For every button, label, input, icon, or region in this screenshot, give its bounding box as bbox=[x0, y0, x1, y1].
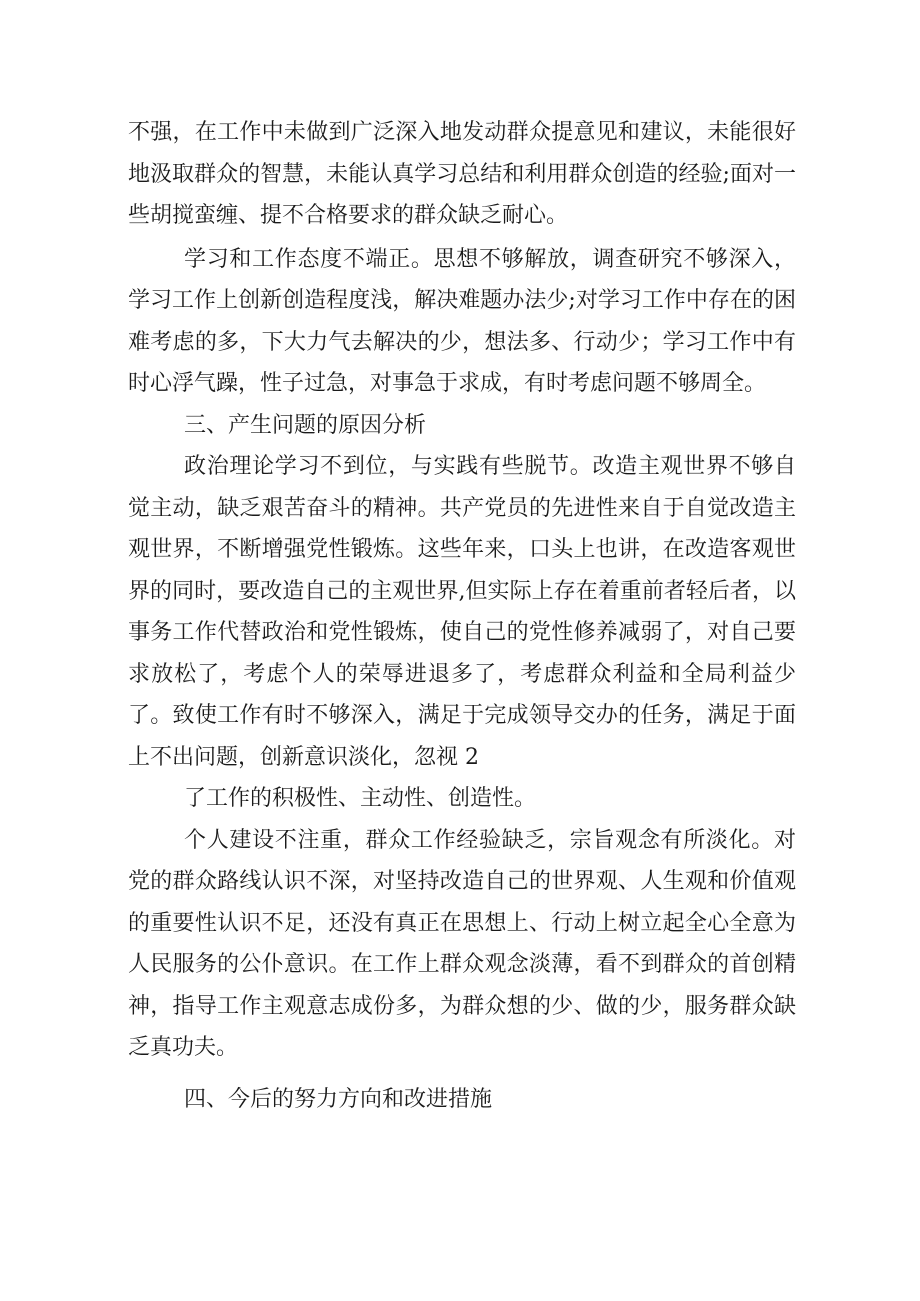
paragraph-work-attitude: 学习和工作态度不端正。思想不够解放，调查研究不够深入，学习工作上创新创造程度浅，解决难题办法少;对学习工作中存在的困难考虑的多，下大力气去解决的少，想法多、行动少；学习工作中有时心浮气躁，性子过急，对事急于求成，有时考虑问题不够周全。 bbox=[128, 246, 796, 396]
paragraph-personal-construction: 个人建设不注重，群众工作经验缺乏，宗旨观念有所淡化。对党的群众路线认识不深，对坚持改造自己的世界观、人生观和价值观的重要性认识不足，还没有真正在思想上、行动上树立起全心全意为人民服务的公仆意识。在工作上群众观念淡薄，看不到群众的首创精神，指导工作主观意志成份多，为群众想的少、做的少，服务群众缺乏真功夫。 bbox=[128, 827, 796, 1060]
paragraph-continuation: 不强，在工作中未做到广泛深入地发动群众提意见和建议，未能很好地汲取群众的智慧，未能认真学习总结和利用群众创造的经验;面对一些胡搅蛮缠、提不合格要求的群众缺乏耐心。 bbox=[128, 120, 796, 228]
document-body bbox=[128, 112, 796, 1120]
paragraph-page-continuation: 了工作的积极性、主动性、创造性。 bbox=[184, 786, 537, 811]
paragraph-political-theory: 政治理论学习不到位，与实践有些脱节。改造主观世界不够自觉主动，缺乏艰苦奋斗的精神。共产党员的先进性来自于自觉改造主观世界，不断增强党性锻炼。这些年来，口头上也讲，在改造客观世界的同时，要改造自己的主观世界,但实际上存在着重前者轻后者，以事务工作代替政治和党性锻炼，使自己的党性修养减弱了，对自己要求放松了，考虑个人的荣辱进退多了，考虑群众利益和全局利益少了。致使工作有时不够深入，满足于完成领导交办的任务，满足于面上不出问题，创新意识淡化，忽视 2 bbox=[128, 454, 796, 770]
section-heading-cause-analysis: 三、产生问题的原因分析 bbox=[184, 412, 427, 438]
section-heading-improvement: 四、今后的努力方向和改进措施 bbox=[184, 1086, 493, 1112]
